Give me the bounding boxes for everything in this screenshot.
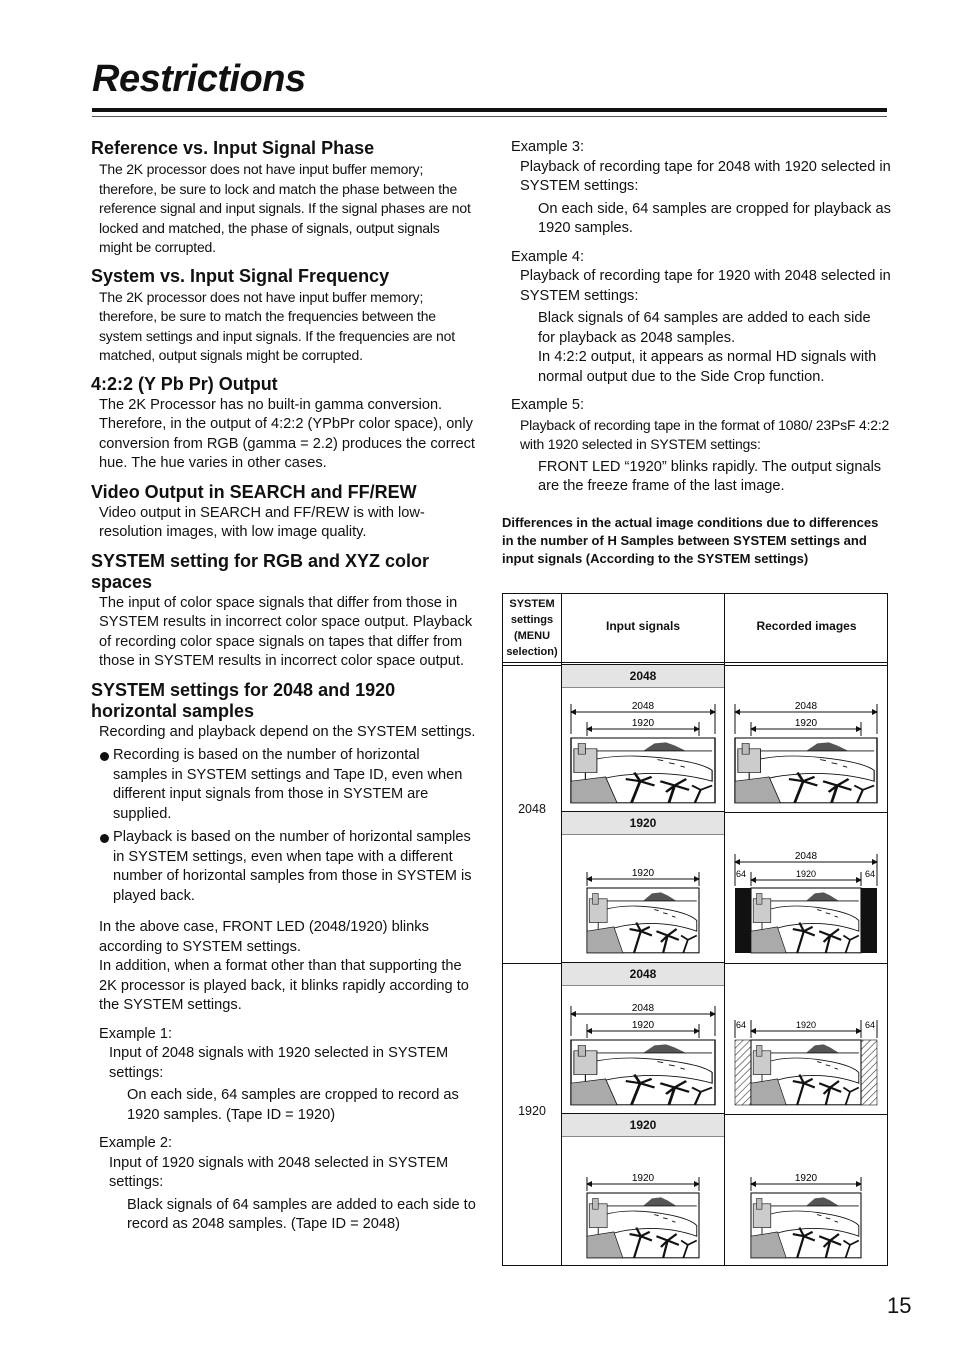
section-heading: Video Output in SEARCH and FF/REW xyxy=(91,481,417,502)
led-note-text: In the above case, FRONT LED (2048/1920) blinks according to SYSTEM settings. xyxy=(99,919,429,955)
title-rule-thin xyxy=(92,116,887,117)
bullet-dot-icon xyxy=(100,752,109,761)
section-422-output xyxy=(91,374,476,474)
dim-label: 2048 xyxy=(794,701,818,712)
header-line: selection) xyxy=(506,646,558,658)
dim-label: 1920 xyxy=(631,868,655,879)
example-label: Example 4: xyxy=(511,248,585,265)
example-4 xyxy=(511,248,891,388)
bullet-text: Playback is based on the number of horizontal samples in SYSTEM settings, even when tape with a different number of horizontal samples from those in SYSTEM is played back. xyxy=(113,829,472,904)
example-1 xyxy=(91,1025,476,1126)
section-heading: SYSTEM settings for 2048 and 1920 horizontal samples xyxy=(91,679,396,721)
dim-label: 2048 xyxy=(631,701,655,712)
system-value: 1920 xyxy=(518,1104,546,1118)
example-2 xyxy=(91,1134,476,1235)
diagram-input-1920-2048 xyxy=(571,1003,715,1105)
example-detail: In 4:2:2 output, it appears as normal HD signals with normal output due to the Side Crop function. xyxy=(538,349,877,385)
samples-table xyxy=(502,593,888,1266)
header-input-signals: Input signals xyxy=(605,619,680,633)
input-label: 2048 xyxy=(562,962,724,986)
dim-label: 64 xyxy=(864,869,876,879)
example-intro: Input of 1920 signals with 2048 selected in SYSTEM settings: xyxy=(109,1154,449,1190)
section-text: The 2K Processor has no built-in gamma conversion. Therefore, in the output of 4:2:2 (YPbPr color space), only conversion from RGB (gamma = 2.2) produces the correct hue. The hue varies in other cases. xyxy=(99,396,475,471)
diagram-recorded-2048-1920 xyxy=(735,851,877,953)
dim-label: 2048 xyxy=(631,1003,655,1014)
page-number: 15 xyxy=(887,1293,912,1318)
dim-label: 1920 xyxy=(794,1173,818,1184)
dim-label: 64 xyxy=(864,1020,876,1030)
header-recorded-images: Recorded images xyxy=(756,619,857,633)
header-line: settings xyxy=(510,614,554,626)
diagram-input-2048-2048 xyxy=(571,701,715,803)
diagram-input-2048-1920 xyxy=(587,868,699,953)
page-title: Restrictions xyxy=(92,58,306,100)
title-rule xyxy=(92,108,887,112)
diagram-recorded-1920-1920 xyxy=(751,1173,861,1258)
dim-label: 1920 xyxy=(794,718,818,729)
dim-label: 1920 xyxy=(795,869,817,879)
section-reference-phase xyxy=(91,138,476,258)
section-heading: 4:2:2 (Y Pb Pr) Output xyxy=(91,373,278,394)
dim-label: 64 xyxy=(735,1020,747,1030)
left-column xyxy=(91,138,476,1244)
example-intro: Input of 2048 signals with 1920 selected in SYSTEM settings: xyxy=(109,1045,449,1081)
section-text: Recording and playback depend on the SYSTEM settings. xyxy=(99,723,476,740)
section-color-spaces xyxy=(91,551,476,672)
system-value: 2048 xyxy=(518,802,546,816)
diagram-recorded-2048-2048 xyxy=(735,701,877,803)
bullet-dot-icon xyxy=(100,834,109,843)
header-line: (MENU xyxy=(513,630,551,642)
header-line: SYSTEM xyxy=(509,598,555,610)
example-3 xyxy=(511,138,891,239)
input-label: 2048 xyxy=(562,664,724,688)
dim-label: 1920 xyxy=(631,1173,655,1184)
example-label: Example 3: xyxy=(511,139,585,155)
section-text: The 2K processor does not have input buffer memory; therefore, be sure to match the frequencies between the system settings and input signals. If the frequencies are not matched, output signals might be corrupted. xyxy=(99,288,455,363)
example-label: Example 2: xyxy=(99,1135,173,1151)
section-heading: Reference vs. Input Signal Phase xyxy=(91,138,375,158)
bullet-item xyxy=(113,828,476,906)
table-diagrams xyxy=(503,594,887,1265)
dim-label: 1920 xyxy=(631,718,655,729)
dim-label: 1920 xyxy=(631,1020,655,1031)
section-heading: System vs. Input Signal Frequency xyxy=(91,265,390,286)
diagram-recorded-1920-2048 xyxy=(735,1020,877,1105)
section-signal-frequency xyxy=(91,266,476,366)
input-label: 1920 xyxy=(562,811,724,835)
bullet-item xyxy=(113,746,476,824)
led-note-text: In addition, when a format other than that supporting the 2K processor is played back, it blinks rapidly according to the SYSTEM settings. xyxy=(99,958,469,1013)
example-detail: On each side, 64 samples are cropped to record as 1920 samples. (Tape ID = 1920) xyxy=(127,1087,459,1123)
example-intro: Playback of recording tape for 2048 with 1920 selected in SYSTEM settings: xyxy=(520,158,891,194)
table-caption: Differences in the actual image conditions due to differences in the number of H Samples between SYSTEM settings and input signals (According to the SYSTEM settings) xyxy=(502,515,879,566)
right-column xyxy=(511,138,891,506)
example-5 xyxy=(511,396,891,497)
led-note xyxy=(91,918,476,1016)
section-video-output-search xyxy=(91,482,476,543)
section-text: Video output in SEARCH and FF/REW is with low-resolution images, with low image quality. xyxy=(99,504,425,540)
section-horizontal-samples xyxy=(91,680,476,907)
section-text: The input of color space signals that differ from those in SYSTEM results in incorrect color space output. Playback of recording color space signals on tapes that differ from those in SYSTEM results in incorrect color space output. xyxy=(99,594,473,669)
input-label: 1920 xyxy=(562,1113,724,1137)
dim-label: 2048 xyxy=(794,851,818,862)
example-intro: Playback of recording tape for 1920 with 2048 selected in SYSTEM settings: xyxy=(520,268,891,304)
example-detail: Black signals of 64 samples are added to each side to record as 2048 samples. (Tape ID = 2048) xyxy=(127,1196,476,1232)
example-detail: On each side, 64 samples are cropped for playback as 1920 samples. xyxy=(538,200,891,236)
dim-label: 64 xyxy=(735,869,747,879)
section-text: The 2K processor does not have input buffer memory; therefore, be sure to lock and match the phase between the reference signal and input signals. If the signal phases are not locked and matched, the phase of signals, output signals might be corrupted. xyxy=(99,161,471,255)
example-intro: Playback of recording tape in the format of 1080/ 23PsF 4:2:2 with 1920 selected in SYSTEM settings: xyxy=(520,416,890,452)
example-label: Example 5: xyxy=(511,397,585,413)
bullet-text: Recording is based on the number of horizontal samples in SYSTEM settings and Tape ID, even when different input signals from those in SYSTEM are supplied. xyxy=(113,747,463,822)
example-label: Example 1: xyxy=(99,1025,173,1042)
example-detail: Black signals of 64 samples are added to each side for playback as 2048 samples. xyxy=(538,310,871,346)
dim-label: 1920 xyxy=(795,1020,817,1030)
diagram-input-1920-1920 xyxy=(587,1173,699,1258)
section-heading: SYSTEM setting for RGB and XYZ color spaces xyxy=(91,550,430,592)
example-detail: FRONT LED “1920” blinks rapidly. The output signals are the freeze frame of the last image. xyxy=(538,458,882,494)
